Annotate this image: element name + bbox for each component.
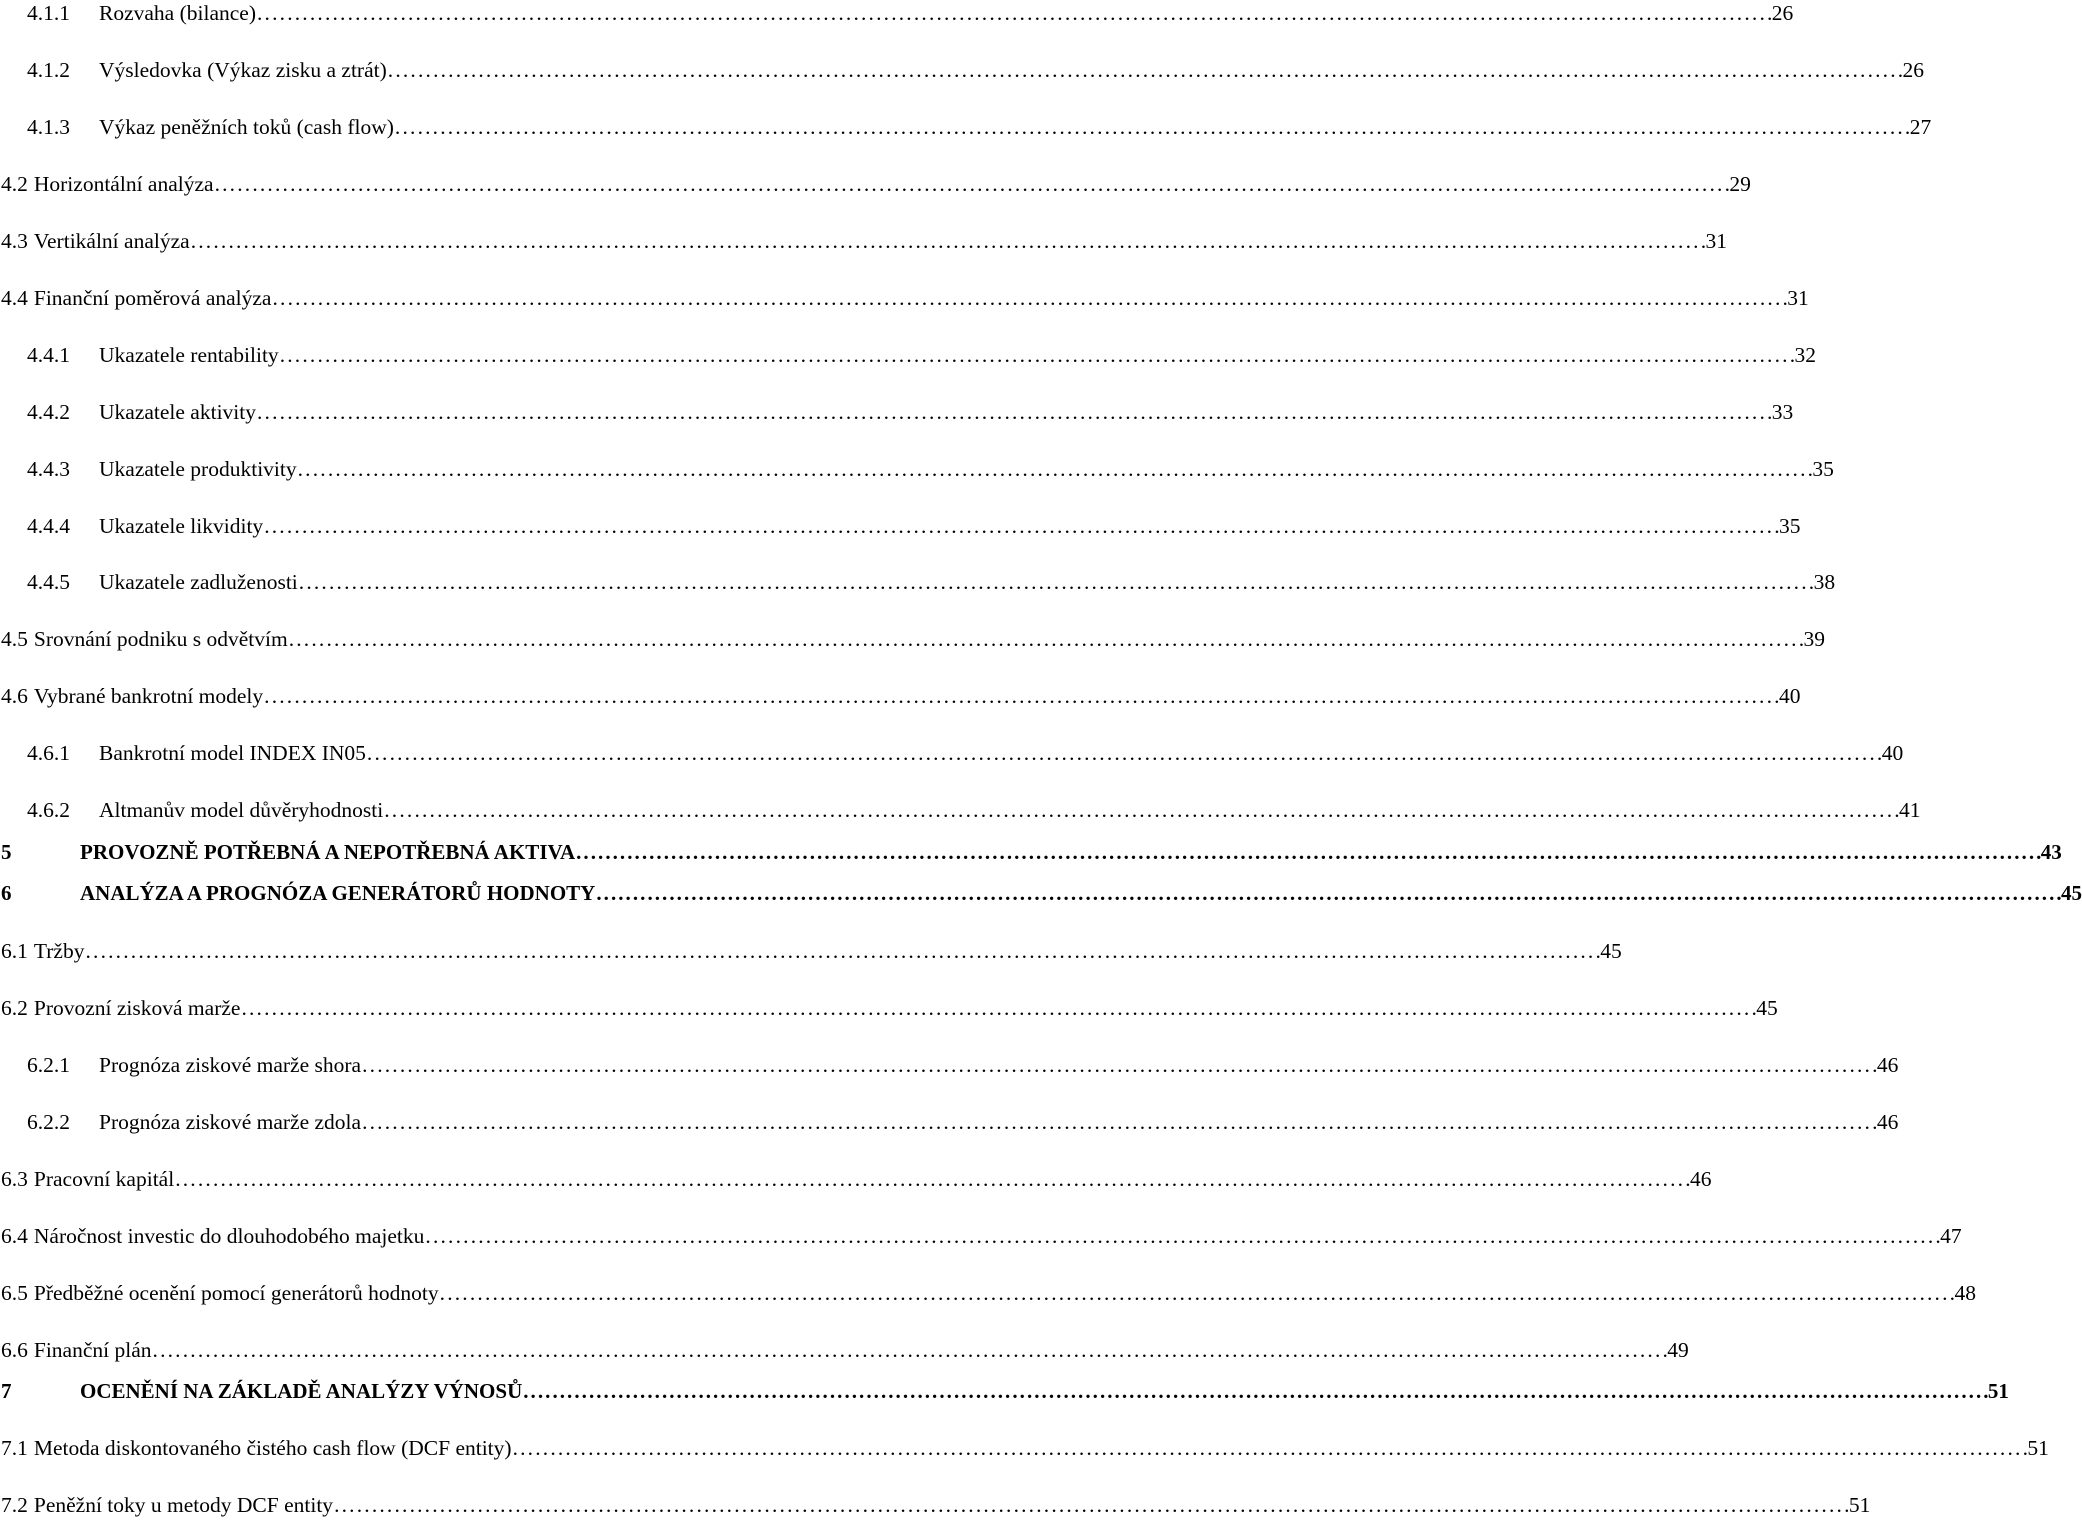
toc-entry-page: 45 — [2061, 881, 2082, 905]
toc-entry-number: 6.2 — [1, 996, 28, 1020]
toc-entry-number: 5 — [1, 840, 12, 864]
toc-entry[interactable] — [0, 1335, 1689, 1365]
toc-entry-number: 7.1 — [1, 1436, 28, 1460]
toc-entry-title: Ukazatele produktivity — [99, 457, 297, 481]
toc-entry-page: 29 — [1729, 172, 1751, 196]
toc-entry[interactable] — [0, 738, 1904, 768]
toc-entry-number: 4.4.3 — [27, 457, 70, 481]
toc-entry-number: 4.1.3 — [27, 115, 70, 139]
toc-dot-leader — [299, 567, 1813, 597]
toc-entry-page: 43 — [2040, 840, 2062, 864]
toc-entry-page: 38 — [1813, 570, 1836, 594]
toc-dot-leader — [334, 1490, 1848, 1520]
toc-entry-number: 7.2 — [1, 1493, 28, 1517]
toc-entry[interactable] — [0, 226, 1727, 256]
toc-entry-page: 26 — [1771, 1, 1794, 25]
toc-entry-title: ANALÝZA A PROGNÓZA GENERÁTORŮ HODNOTY — [80, 881, 596, 905]
toc-entry-page: 35 — [1778, 514, 1801, 538]
toc-entry-title: Tržby — [33, 939, 85, 963]
toc-entry-number: 6.5 — [1, 1281, 28, 1305]
toc-entry-title: Finanční plán — [33, 1338, 152, 1362]
toc-entry-number: 6.3 — [1, 1167, 28, 1191]
toc-entry-page: 48 — [1954, 1281, 1976, 1305]
toc-entry[interactable] — [0, 624, 1825, 654]
toc-entry-page: 40 — [1881, 741, 1904, 765]
toc-entry-title: Ukazatele likvidity — [99, 514, 264, 538]
toc-entry[interactable] — [0, 878, 2082, 908]
toc-entry[interactable] — [0, 795, 1921, 825]
toc-entry-title: Vybrané bankrotní modely — [33, 684, 264, 708]
toc-entry-page: 46 — [1689, 1167, 1712, 1191]
toc-entry-page: 51 — [1987, 1379, 2009, 1403]
toc-entry-title: Altmanův model důvěryhodnosti — [99, 798, 384, 822]
toc-entry-number: 4.4.1 — [27, 343, 70, 367]
toc-dot-leader — [513, 1433, 2027, 1463]
toc-dot-leader — [257, 0, 1771, 28]
toc-entry[interactable] — [0, 1490, 1871, 1520]
toc-entry-title: PROVOZNĚ POTŘEBNÁ A NEPOTŘEBNÁ AKTIVA — [80, 840, 576, 864]
toc-entry-page: 27 — [1909, 115, 1932, 139]
toc-entry-title: Výsledovka (Výkaz zisku a ztrát) — [99, 58, 387, 82]
toc-dot-leader — [215, 169, 1729, 199]
toc-entry-page: 46 — [1876, 1053, 1899, 1077]
toc-entry[interactable] — [0, 397, 1794, 427]
toc-entry[interactable] — [0, 454, 1834, 484]
toc-entry-number: 4.6 — [1, 684, 28, 708]
toc-entry[interactable] — [0, 1221, 1962, 1251]
toc-entry-title: Náročnost investic do dlouhodobého majetku — [33, 1224, 425, 1248]
toc-entry[interactable] — [0, 993, 1778, 1023]
toc-entry[interactable] — [0, 1050, 1899, 1080]
toc-entry-page: 45 — [1756, 996, 1778, 1020]
toc-dot-leader — [596, 878, 2060, 908]
toc-dot-leader — [367, 738, 1881, 768]
toc-entry-title: Ukazatele rentability — [99, 343, 279, 367]
toc-entry-number: 6 — [1, 881, 12, 905]
toc-entry-number: 4.4.4 — [27, 514, 70, 538]
toc-dot-leader — [362, 1050, 1876, 1080]
toc-entry-page: 26 — [1902, 58, 1925, 82]
toc-dot-leader — [388, 55, 1902, 85]
toc-entry[interactable] — [0, 1107, 1899, 1137]
toc-entry-title: Ukazatele aktivity — [99, 400, 256, 424]
toc-dot-leader — [576, 837, 2040, 867]
toc-entry-page: 32 — [1794, 343, 1816, 367]
toc-dot-leader — [264, 681, 1778, 711]
toc-entry[interactable] — [0, 1278, 1976, 1308]
toc-entry-number: 4.2 — [1, 172, 28, 196]
toc-dot-leader — [175, 1164, 1689, 1194]
toc-entry-page: 35 — [1812, 457, 1834, 481]
toc-dot-leader — [191, 226, 1705, 256]
toc-dot-leader — [440, 1278, 1954, 1308]
toc-entry-number: 4.4 — [1, 286, 28, 310]
toc-entry[interactable] — [0, 1433, 2049, 1463]
toc-entry[interactable] — [0, 681, 1801, 711]
toc-entry-title: Prognóza ziskové marže zdola — [99, 1110, 362, 1134]
toc-entry-title: Peněžní toky u metody DCF entity — [33, 1493, 334, 1517]
toc-dot-leader — [241, 993, 1755, 1023]
toc-entry[interactable] — [0, 169, 1751, 199]
toc-entry-title: Finanční poměrová analýza — [33, 286, 272, 310]
toc-entry[interactable] — [0, 340, 1816, 370]
toc-entry-title: Vertikální analýza — [33, 229, 190, 253]
toc-entry-number: 6.2.2 — [27, 1110, 70, 1134]
toc-entry-page: 31 — [1705, 229, 1727, 253]
toc-dot-leader — [298, 454, 1812, 484]
toc-entry-number: 7 — [1, 1379, 12, 1403]
toc-dot-leader — [425, 1221, 1939, 1251]
toc-dot-leader — [395, 112, 1909, 142]
toc-entry-page: 46 — [1876, 1110, 1899, 1134]
toc-dot-leader — [362, 1107, 1876, 1137]
toc-dot-leader — [272, 283, 1786, 313]
toc-dot-leader — [85, 936, 1599, 966]
toc-entry-page: 51 — [2027, 1436, 2049, 1460]
toc-entry-title: Rozvaha (bilance) — [99, 1, 256, 25]
toc-entry[interactable] — [0, 112, 1932, 142]
toc-entry-title: OCENĚNÍ NA ZÁKLADĚ ANALÝZY VÝNOSŮ — [80, 1379, 523, 1403]
toc-dot-leader — [264, 511, 1778, 541]
toc-entry-title: Ukazatele zadluženosti — [99, 570, 298, 594]
toc-entry-number: 6.4 — [1, 1224, 28, 1248]
toc-entry-title: Provozní zisková marže — [33, 996, 241, 1020]
toc-entry-number: 6.2.1 — [27, 1053, 70, 1077]
toc-entry-number: 6.6 — [1, 1338, 28, 1362]
toc-dot-leader — [153, 1335, 1667, 1365]
toc-entry-number: 4.6.2 — [27, 798, 70, 822]
toc-entry-title: Pracovní kapitál — [33, 1167, 175, 1191]
toc-entry[interactable] — [0, 511, 1801, 541]
toc-entry-number: 4.1.1 — [27, 1, 70, 25]
toc-entry-page: 33 — [1771, 400, 1794, 424]
toc-entry[interactable] — [0, 567, 1836, 597]
toc-dot-leader — [523, 1376, 1987, 1406]
toc-entry[interactable] — [0, 283, 1809, 313]
toc-entry-page: 49 — [1667, 1338, 1689, 1362]
toc-entry[interactable] — [0, 0, 1794, 28]
toc-entry-title: Horizontální analýza — [33, 172, 214, 196]
toc-entry[interactable] — [0, 837, 2062, 867]
toc-entry-title: Předběžné ocenění pomocí generátorů hodnoty — [33, 1281, 439, 1305]
toc-entry-page: 41 — [1899, 798, 1921, 822]
toc-entry-page: 47 — [1940, 1224, 1962, 1248]
toc-entry-number: 4.4.5 — [27, 570, 70, 594]
toc-entry-number: 4.1.2 — [27, 58, 70, 82]
toc-entry-title: Výkaz peněžních toků (cash flow) — [99, 115, 394, 139]
toc-entry-title: Srovnání podniku s odvětvím — [33, 627, 288, 651]
toc-entry-page: 39 — [1803, 627, 1825, 651]
toc-entry-title: Prognóza ziskové marže shora — [99, 1053, 362, 1077]
toc-entry[interactable] — [0, 936, 1622, 966]
toc-entry[interactable] — [0, 55, 1925, 85]
toc-entry-number: 4.4.2 — [27, 400, 70, 424]
toc-entry-number: 4.5 — [1, 627, 28, 651]
toc-entry-page: 40 — [1778, 684, 1801, 708]
toc-dot-leader — [257, 397, 1771, 427]
toc-entry-title: Metoda diskontovaného čistého cash flow (DCF entity) — [33, 1436, 512, 1460]
toc-entry-title: Bankrotní model INDEX IN05 — [99, 741, 366, 765]
toc-entry-page: 45 — [1600, 939, 1622, 963]
toc-dot-leader — [280, 340, 1794, 370]
toc-dot-leader — [289, 624, 1803, 654]
toc-dot-leader — [384, 795, 1898, 825]
toc-entry[interactable] — [0, 1164, 1712, 1194]
toc-entry-page: 31 — [1787, 286, 1809, 310]
toc-entry-page: 51 — [1848, 1493, 1871, 1517]
toc-entry-number: 4.6.1 — [27, 741, 70, 765]
toc-entry[interactable] — [0, 1376, 2009, 1406]
toc-entry-number: 6.1 — [1, 939, 28, 963]
toc-entry-number: 4.3 — [1, 229, 28, 253]
